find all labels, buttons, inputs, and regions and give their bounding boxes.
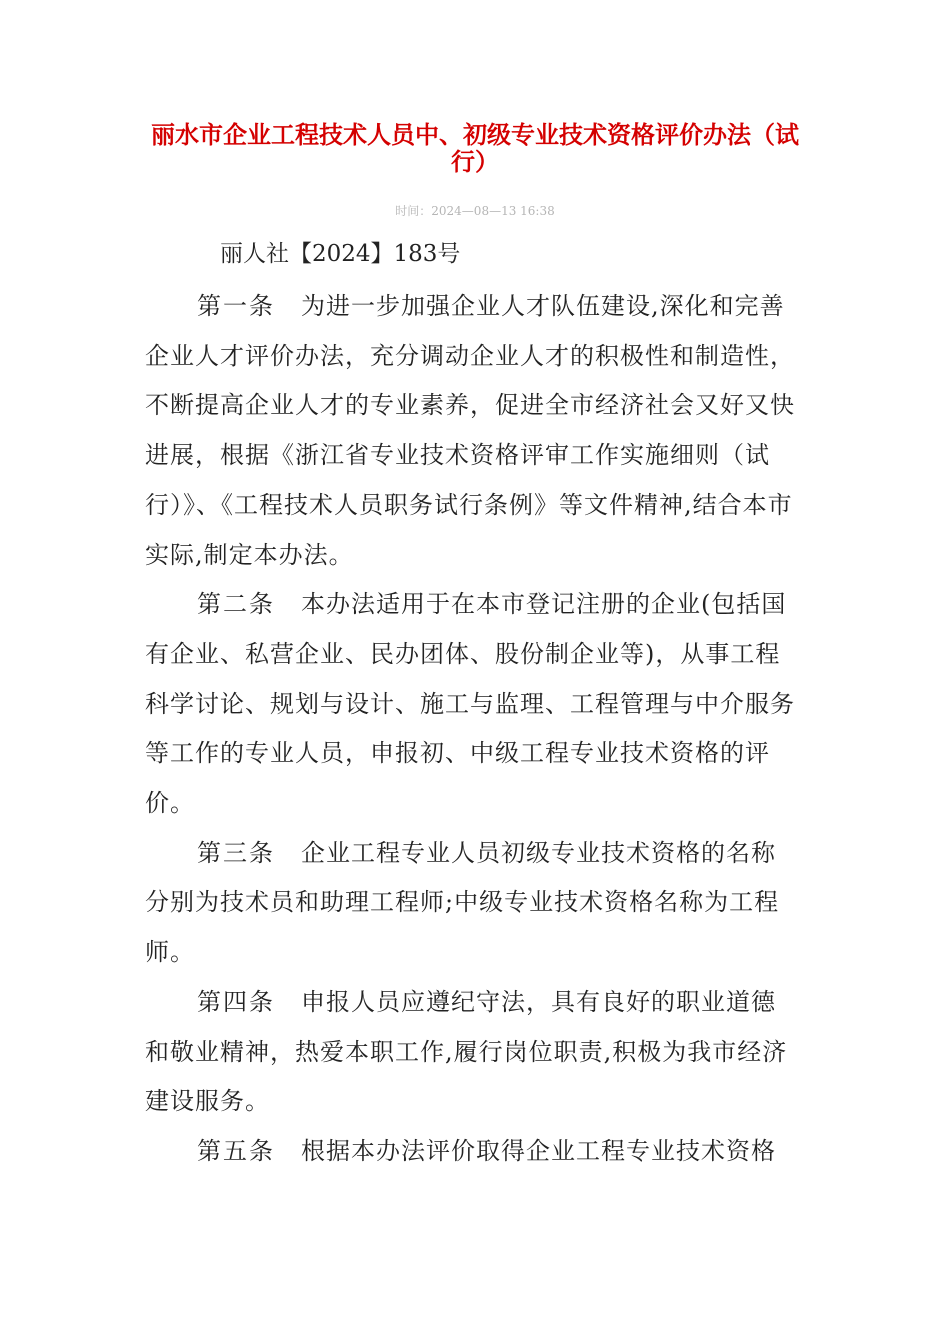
- document-body: [145, 282, 795, 1177]
- publish-time: [0, 203, 950, 219]
- article-text: 为进一步加强企业人才队伍建设,深化和完善企业人才评价办法，充分调动企业人才的积极性和制造性，不断提高企业人才的专业素养，促进全市经济社会又好又快进展，根据《浙江省专业技术资格评审工作实施细则（试行）》、《工程技术人员职务试行条例》等文件精神,结合本市实际,制定本办法。: [145, 292, 795, 569]
- article-text: 申报人员应遵纪守法，具有良好的职业道德和敬业精神，热爱本职工作,履行岗位职责,积极为我市经济建设服务。: [145, 987, 788, 1116]
- article-paragraph: [145, 580, 795, 829]
- article-text: 本办法适用于在本市登记注册的企业(包括国有企业、私营企业、民办团体、股份制企业等)，从事工程科学讨论、规划与设计、施工与监理、工程管理与中介服务等工作的专业人员，申报初、中级工程专业技术资格的评价。: [145, 590, 795, 818]
- article-text: 根据本办法评价取得企业工程专业技术资格: [301, 1136, 776, 1165]
- article-label: 第五条: [197, 1136, 275, 1165]
- article-text: 企业工程专业人员初级专业技术资格的名称分别为技术员和助理工程师;中级专业技术资格名称为工程师。: [145, 838, 780, 967]
- article-label: 第一条: [197, 292, 275, 320]
- article-label: 第二条: [197, 590, 275, 619]
- article-label: 第四条: [197, 987, 275, 1016]
- article-paragraph: [145, 829, 795, 978]
- document-title: 丽水市企业工程技术人员中、初级专业技术资格评价办法（试行）: [151, 121, 799, 176]
- article-paragraph: [145, 282, 795, 580]
- article-paragraph: [145, 1127, 795, 1177]
- article-label: 第三条: [197, 838, 275, 867]
- publish-time-value: 2024—08—13 16:38: [431, 204, 555, 218]
- publish-time-label: 时间：: [395, 204, 432, 218]
- document-number: 丽人社【2024】183号: [220, 241, 461, 267]
- article-paragraph: [145, 978, 795, 1127]
